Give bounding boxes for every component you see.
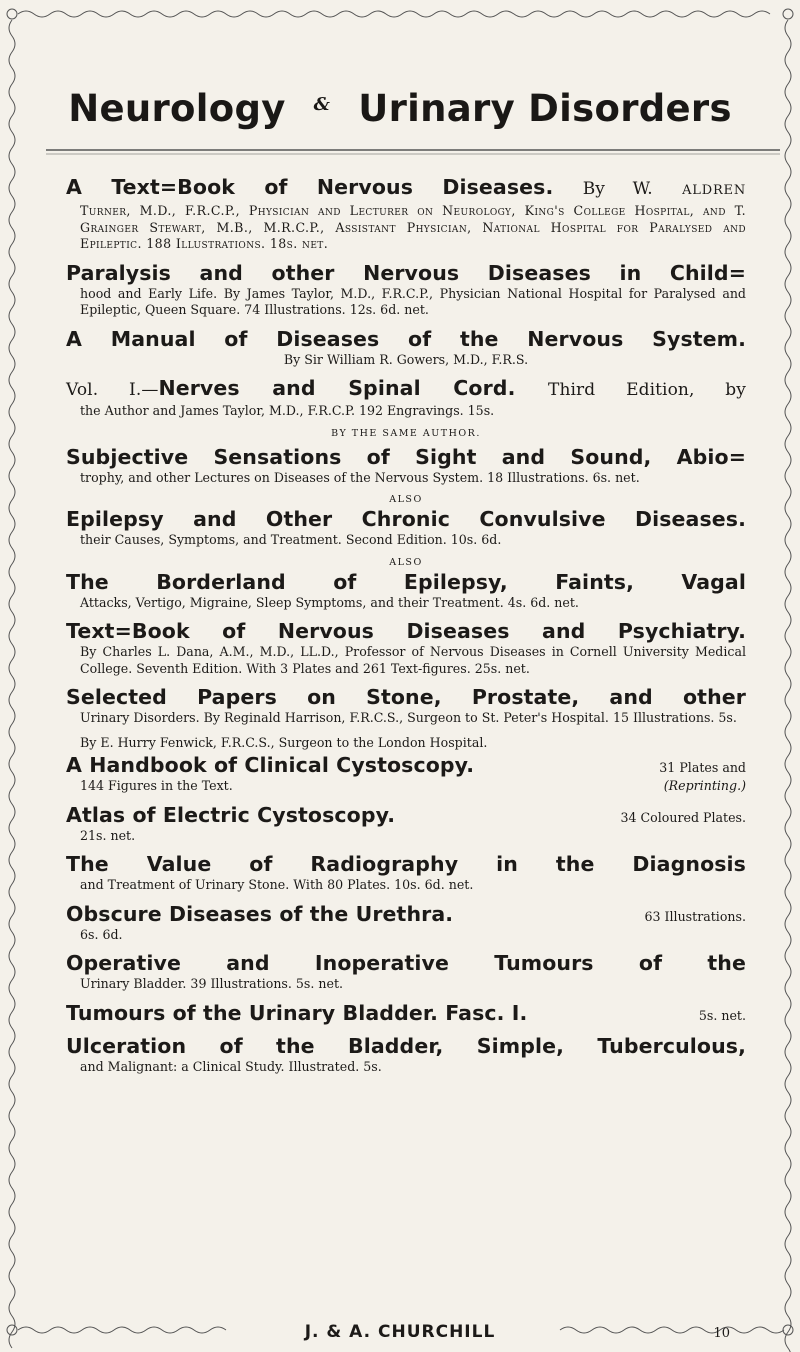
list-item (66, 803, 746, 845)
list-item (66, 735, 746, 795)
book-title: Selected Papers on Stone, Prostate, and other (66, 685, 746, 709)
header-ampersand: & (313, 93, 331, 115)
book-title: The Borderland of Epilepsy, Faints, Vagal (66, 569, 746, 594)
book-description: 6s. 6d. (80, 926, 123, 942)
list-item (66, 619, 746, 677)
book-title: Operative and Inoperative Tumours of the (66, 951, 746, 975)
book-title: Subjective Sensations of Sight and Sound, Abio= (66, 444, 746, 469)
book-aside: 31 Plates and (659, 760, 746, 775)
list-item (66, 327, 746, 369)
list-item (66, 1034, 746, 1076)
book-description: Urinary Disorders. By Reginald Harrison, F.R.C.S., Surgeon to St. Peter's Hospital. 15 Illustrations. 5s. (80, 710, 737, 725)
book-title: Obscure Diseases of the Urethra. (66, 901, 454, 926)
list-item (66, 902, 746, 944)
book-description: Turner, M.D., F.R.C.P., Physician and Lecturer on Neurology, King's College Hospital, and T. Grainger Stewart, M.B., M.R.C.P., Assistant Physician, National Hospital for Paralysed and Epileptic. 188 Illustrations. 18s. net. (80, 203, 746, 251)
bottom-wavy-border-right (560, 1327, 784, 1333)
book-title-row (66, 902, 746, 927)
book-title: The Value of Radiography in the Diagnosis (66, 852, 746, 876)
also-note: ALSO (389, 494, 423, 505)
book-status: (Reprinting.) (663, 778, 746, 793)
author-byline: By E. Hurry Fenwick, F.R.C.S., Surgeon to the London Hospital. (80, 734, 488, 750)
corner-ornament-bottom-left (7, 1325, 17, 1335)
book-title-row (66, 1001, 746, 1026)
book-description: By Charles L. Dana, A.M., M.D., LL.D., Professor of Nervous Diseases in Cornell University Medical College. Seventh Edition. With 3 Plates and 261 Text-figures. 25s. net. (80, 644, 746, 676)
book-description: Urinary Bladder. 39 Illustrations. 5s. net. (80, 976, 344, 991)
book-title-row (66, 753, 746, 778)
book-description: hood and Early Life. By James Taylor, M.D., F.R.C.P., Physician National Hospital for Paralysed and Epileptic, Queen Square. 74 Illustrations. 12s. 6d. net. (80, 285, 746, 317)
book-description: Attacks, Vertigo, Migraine, Sleep Symptoms, and their Treatment. 4s. 6d. net. (80, 594, 579, 610)
corner-ornament-bottom-right (783, 1325, 793, 1335)
book-title: Paralysis and other Nervous Diseases in Child= (66, 260, 746, 285)
book-aside: 5s. net. (698, 1007, 746, 1023)
book-description: By Sir William R. Gowers, M.D., F.R.S. (283, 351, 529, 367)
book-title: A Text=Book of Nervous Diseases. By W. ALDREN (66, 175, 746, 199)
same-author-note: BY THE SAME AUTHOR. (331, 427, 481, 439)
book-description: trophy, and other Lectures on Diseases of the Nervous System. 18 Illustrations. 6s. net. (80, 469, 640, 485)
book-description: and Treatment of Urinary Stone. With 80 Plates. 10s. 6d. net. (80, 877, 474, 892)
list-item (66, 261, 746, 319)
page-header (60, 78, 740, 138)
list-item (66, 852, 746, 894)
book-description: and Malignant: a Clinical Study. Illustrated. 5s. (80, 1058, 382, 1074)
right-wavy-border (785, 20, 791, 1352)
list-item (66, 376, 746, 420)
book-aside: 34 Coloured Plates. (620, 809, 746, 825)
list-item (66, 951, 746, 993)
page-number: 10 (713, 1326, 730, 1341)
bottom-wavy-border-left (18, 1327, 226, 1333)
book-aside: 63 Illustrations. (644, 908, 746, 924)
header-right-title: Urinary Disorders (358, 86, 732, 130)
left-wavy-border (9, 20, 15, 1348)
list-item (66, 685, 746, 727)
book-title: A Manual of Diseases of the Nervous System. (66, 326, 746, 351)
header-left-title: Neurology (68, 86, 286, 130)
book-title: Tumours of the Urinary Bladder. Fasc. I. (66, 1000, 528, 1025)
list-item (66, 1001, 746, 1026)
book-description: the Author and James Taylor, M.D., F.R.C.P. 192 Engravings. 15s. (80, 403, 495, 418)
book-title: Vol. I.—Nerves and Spinal Cord. Third Edition, by (66, 376, 746, 400)
book-description: 144 Figures in the Text. (80, 778, 233, 793)
book-title-row (66, 803, 746, 828)
book-title: Epilepsy and Other Chronic Convulsive Diseases. (66, 507, 746, 531)
also-note: ALSO (389, 556, 423, 568)
corner-ornament-top-left (7, 9, 17, 19)
book-description-row (80, 778, 746, 795)
book-description: 21s. net. (80, 827, 136, 843)
list-item (66, 428, 746, 487)
book-title: A Handbook of Clinical Cystoscopy. (66, 753, 475, 777)
book-title: Atlas of Electric Cystoscopy. (66, 802, 396, 827)
list-item (66, 175, 746, 253)
publisher-footer: J. & A. CHURCHILL (304, 1322, 496, 1342)
book-list (66, 175, 746, 1083)
book-description: their Causes, Symptoms, and Treatment. Second Edition. 10s. 6d. (80, 532, 502, 547)
top-wavy-border (18, 11, 770, 17)
list-item (66, 494, 746, 549)
corner-ornament-top-right (783, 9, 793, 19)
book-title: Ulceration of the Bladder, Simple, Tuberculous, (66, 1033, 746, 1058)
list-item (66, 557, 746, 612)
book-title: Text=Book of Nervous Diseases and Psychiatry. (66, 619, 746, 643)
